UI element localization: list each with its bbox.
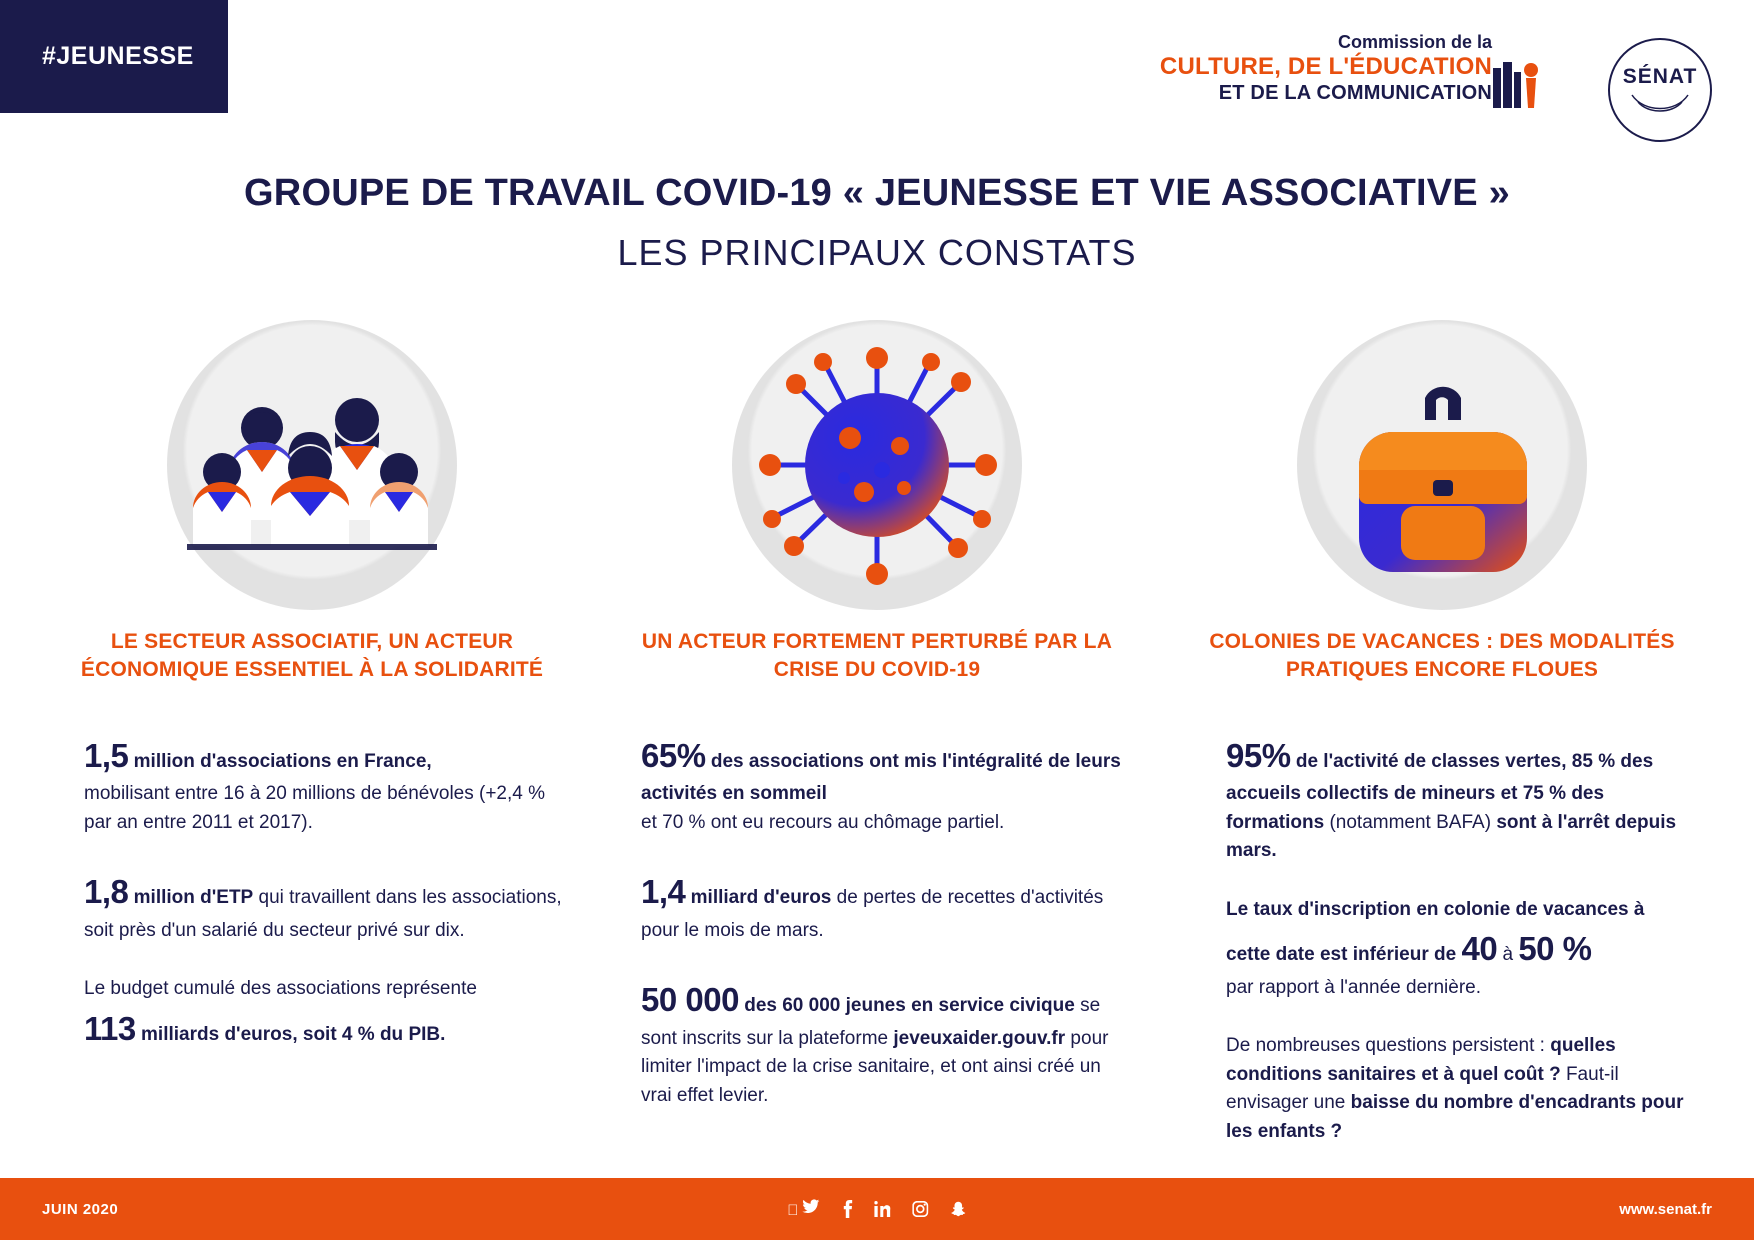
fact-figure: 1,8: [84, 873, 129, 911]
social-links: [787, 1199, 966, 1219]
linkedin-icon[interactable]: [875, 1201, 891, 1217]
fact-bold-1: quelles conditions sanitaires et à quel coût ?: [1226, 1035, 1616, 1085]
fact-pretext: Le budget cumulé des associations représente: [84, 978, 477, 1000]
fact-figure: 65%: [641, 736, 706, 774]
facts-list-2: [627, 731, 1127, 1111]
fact-bold-tail: milliards d'euros, soit 4 % du PIB.: [135, 1023, 446, 1045]
fact-item: [1226, 896, 1692, 1003]
fact-text: (notamment BAFA): [1324, 811, 1497, 833]
senat-logo-swirl: [1628, 89, 1692, 115]
facts-list-3: [1192, 731, 1692, 1147]
fact-text: et 70 % ont eu recours au chômage partiel.: [641, 811, 1005, 833]
page-subtitle: LES PRINCIPAUX CONSTATS: [617, 232, 1137, 273]
column-title-2: UN ACTEUR FORTEMENT PERTURBÉ PAR LA CRISE DU COVID-19: [641, 630, 1113, 682]
fact-item: [1226, 731, 1692, 866]
page-title: GROUPE DE TRAVAIL COVID-19 « JEUNESSE ET VIE ASSOCIATIVE »: [244, 172, 1510, 214]
illustration-coronavirus: [627, 320, 1127, 610]
column-title-3: COLONIES DE VACANCES : DES MODALITÉS PRATIQUES ENCORE FLOUES: [1209, 630, 1675, 682]
fact-mid: Faut-il envisager une: [1226, 1063, 1619, 1114]
fact-figure-2: 50 %: [1518, 930, 1592, 968]
fact-item: [84, 867, 562, 945]
fact-figure: 40: [1461, 930, 1498, 968]
fact-figure: 1,4: [641, 873, 686, 911]
fact-figure: 113: [84, 1009, 136, 1047]
column-acteur-perturbe: [627, 320, 1127, 1140]
fact-bold-tail: sont à l'arrêt depuis mars.: [1226, 811, 1677, 862]
books-and-megaphone-icon: [1493, 58, 1539, 114]
illustration-backpack: [1192, 320, 1692, 610]
fact-bold-pretext: Le taux d'inscription en colonie de vacances à cette date est inférieur de: [1226, 898, 1645, 966]
column-secteur-associatif: [62, 320, 562, 1083]
fact-bold-tail: milliard d'euros: [685, 887, 832, 909]
commission-line-2: CULTURE, DE L'ÉDUCATION: [1159, 53, 1492, 81]
fact-item: [1226, 1032, 1692, 1146]
columns-container: [0, 320, 1754, 1150]
fact-text: de pertes de recettes d'activités pour le mois de mars.: [641, 887, 1104, 941]
fact-bold-tail: des associations ont mis l'intégralité de leurs activités en sommeil: [641, 750, 1121, 805]
fact-figure: 1,5: [84, 736, 129, 774]
hashtag-badge: [0, 0, 228, 113]
senat-logo-label: SÉNAT: [1622, 65, 1698, 88]
footer-date: JUIN 2020: [42, 1200, 119, 1218]
fact-item: [641, 867, 1127, 945]
snapchat-icon[interactable]: [951, 1201, 967, 1217]
footer-bar: [0, 1178, 1754, 1240]
instagram-icon[interactable]: [913, 1201, 929, 1217]
footer-website[interactable]: www.senat.fr: [1619, 1200, 1712, 1218]
hashtag-label: #JEUNESSE: [42, 42, 194, 70]
fact-text-2: pour limiter l'impact de la crise sanitaire, et ont ainsi créé un vrai effet levier.: [641, 1027, 1109, 1106]
fact-bold-tail: des 60 000 jeunes en service civique: [738, 995, 1075, 1017]
fact-text: se sont inscrits sur la plateforme: [641, 995, 1101, 1049]
illustration-group-of-people: [62, 320, 562, 610]
commission-title: [1160, 32, 1492, 105]
fact-item: [84, 975, 562, 1053]
fact-mid: à: [1497, 944, 1519, 966]
fact-item: [641, 975, 1127, 1110]
column-title-1: LE SECTEUR ASSOCIATIF, UN ACTEUR ÉCONOMIQUE ESSENTIEL À LA SOLIDARITÉ: [80, 630, 544, 682]
fact-figure: 50 000: [641, 981, 739, 1019]
group-of-people-icon: [167, 320, 457, 610]
platform-link[interactable]: jeveuxaider.gouv.fr: [893, 1027, 1066, 1049]
fact-text: qui travaillent dans les associations, soit près d'un salarié du secteur privé sur dix.: [84, 887, 562, 941]
facebook-icon[interactable]: [843, 1200, 853, 1218]
fact-bold-2: baisse du nombre d'encadrants pour les enfants ?: [1226, 1092, 1684, 1142]
fact-bold-tail: million d'associations en France,: [128, 750, 432, 772]
commission-line-3: ET DE LA COMMUNICATION: [1218, 81, 1492, 104]
senat-logo: [1608, 38, 1712, 142]
fact-text: mobilisant entre 16 à 20 millions de bénévoles (+2,4 % par an entre 2011 et 2017).: [84, 783, 546, 833]
fact-bold-text: de l'activité de classes vertes, 85 % des accueils collectifs de mineurs et 75 % des formations: [1226, 750, 1654, 833]
commission-line-1: Commission de la: [1337, 32, 1492, 52]
fact-pretext: De nombreuses questions persistent :: [1226, 1035, 1551, 1057]
twitter-icon[interactable]: [787, 1199, 820, 1219]
coronavirus-icon: [732, 320, 1022, 610]
column-colonies-de-vacances: [1192, 320, 1692, 1176]
fact-text: par rapport à l'année dernière.: [1226, 976, 1482, 998]
facts-list-1: [62, 731, 562, 1054]
fact-item: [84, 731, 562, 838]
fact-figure: 95%: [1226, 736, 1291, 774]
fact-bold-tail: million d'ETP: [128, 887, 254, 909]
backpack-icon: [1297, 320, 1587, 610]
fact-item: [641, 731, 1127, 838]
